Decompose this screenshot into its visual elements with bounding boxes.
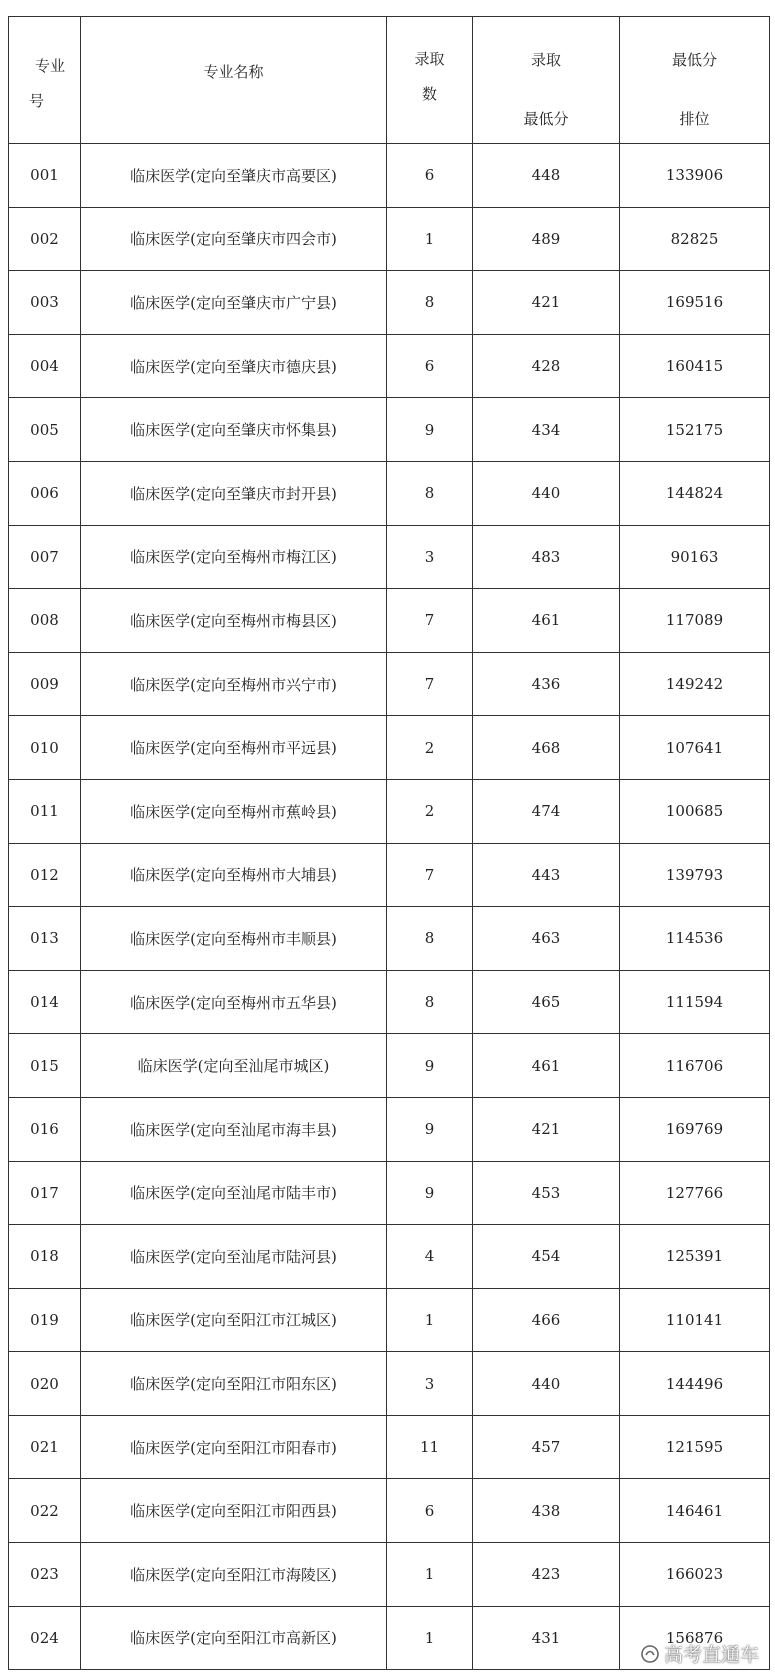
major-no-cell: 004 [9, 334, 81, 398]
header-major-no: 专业 号 [9, 17, 81, 144]
admit-count-cell: 3 [387, 525, 473, 589]
major-no-cell: 011 [9, 779, 81, 843]
min-rank-cell: 144496 [620, 1352, 770, 1416]
major-no-cell: 014 [9, 970, 81, 1034]
major-name-cell: 临床医学(定向至梅州市丰顺县) [81, 907, 387, 971]
admit-count-cell: 1 [387, 1606, 473, 1670]
major-no-cell: 012 [9, 843, 81, 907]
table-row [9, 907, 770, 971]
major-name-cell: 临床医学(定向至阳江市阳西县) [81, 1479, 387, 1543]
min-score-cell: 463 [473, 907, 620, 971]
min-score-cell: 474 [473, 779, 620, 843]
major-name-cell: 临床医学(定向至汕尾市城区) [81, 1034, 387, 1098]
min-rank-cell: 139793 [620, 843, 770, 907]
min-score-cell: 461 [473, 1034, 620, 1098]
min-score-cell: 431 [473, 1606, 620, 1670]
min-score-cell: 453 [473, 1161, 620, 1225]
admit-count-cell: 7 [387, 652, 473, 716]
min-rank-cell: 125391 [620, 1225, 770, 1289]
min-rank-cell: 117089 [620, 589, 770, 653]
table-row [9, 1034, 770, 1098]
major-no-cell: 001 [9, 144, 81, 208]
admit-count-cell: 8 [387, 461, 473, 525]
major-name-cell: 临床医学(定向至梅州市兴宁市) [81, 652, 387, 716]
major-no-cell: 002 [9, 207, 81, 271]
min-score-cell: 438 [473, 1479, 620, 1543]
min-score-cell: 461 [473, 589, 620, 653]
min-rank-cell: 133906 [620, 144, 770, 208]
admit-count-cell: 1 [387, 1288, 473, 1352]
major-no-cell: 016 [9, 1097, 81, 1161]
table-row [9, 1352, 770, 1416]
min-rank-cell: 166023 [620, 1543, 770, 1607]
admit-count-cell: 1 [387, 207, 473, 271]
table-row [9, 779, 770, 843]
min-score-cell: 457 [473, 1415, 620, 1479]
major-name-cell: 临床医学(定向至汕尾市陆河县) [81, 1225, 387, 1289]
admit-count-cell: 8 [387, 907, 473, 971]
min-rank-cell: 160415 [620, 334, 770, 398]
min-rank-cell: 111594 [620, 970, 770, 1034]
admit-count-cell: 4 [387, 1225, 473, 1289]
major-name-cell: 临床医学(定向至肇庆市高要区) [81, 144, 387, 208]
min-rank-cell: 127766 [620, 1161, 770, 1225]
min-score-cell: 483 [473, 525, 620, 589]
admit-count-cell: 9 [387, 1034, 473, 1098]
admit-count-cell: 9 [387, 398, 473, 462]
table-row [9, 1415, 770, 1479]
major-name-cell: 临床医学(定向至梅州市梅县区) [81, 589, 387, 653]
min-score-cell: 448 [473, 144, 620, 208]
admit-count-cell: 2 [387, 716, 473, 780]
major-no-cell: 007 [9, 525, 81, 589]
min-score-cell: 440 [473, 1352, 620, 1416]
admit-count-cell: 9 [387, 1161, 473, 1225]
admit-count-cell: 7 [387, 589, 473, 653]
major-name-cell: 临床医学(定向至梅州市五华县) [81, 970, 387, 1034]
major-no-cell: 024 [9, 1606, 81, 1670]
admit-count-cell: 3 [387, 1352, 473, 1416]
admit-count-cell: 8 [387, 970, 473, 1034]
min-rank-cell: 100685 [620, 779, 770, 843]
min-rank-cell: 144824 [620, 461, 770, 525]
major-no-cell: 021 [9, 1415, 81, 1479]
table-row [9, 398, 770, 462]
min-rank-cell: 152175 [620, 398, 770, 462]
admit-count-cell: 7 [387, 843, 473, 907]
min-score-cell: 465 [473, 970, 620, 1034]
table-row [9, 716, 770, 780]
major-name-cell: 临床医学(定向至汕尾市海丰县) [81, 1097, 387, 1161]
min-rank-cell: 146461 [620, 1479, 770, 1543]
major-no-cell: 018 [9, 1225, 81, 1289]
min-score-cell: 468 [473, 716, 620, 780]
major-no-cell: 022 [9, 1479, 81, 1543]
min-score-cell: 421 [473, 271, 620, 335]
min-score-cell: 443 [473, 843, 620, 907]
min-rank-cell: 121595 [620, 1415, 770, 1479]
major-name-cell: 临床医学(定向至梅州市平远县) [81, 716, 387, 780]
admit-count-cell: 6 [387, 1479, 473, 1543]
major-name-cell: 临床医学(定向至梅州市蕉岭县) [81, 779, 387, 843]
major-no-cell: 013 [9, 907, 81, 971]
major-name-cell: 临床医学(定向至肇庆市德庆县) [81, 334, 387, 398]
major-name-cell: 临床医学(定向至汕尾市陆丰市) [81, 1161, 387, 1225]
min-rank-cell: 107641 [620, 716, 770, 780]
min-score-cell: 489 [473, 207, 620, 271]
header-min-rank: 最低分 排位 [620, 17, 770, 144]
table-row [9, 144, 770, 208]
wechat-official-account-icon [640, 1644, 660, 1664]
major-no-cell: 008 [9, 589, 81, 653]
min-score-cell: 466 [473, 1288, 620, 1352]
admit-count-cell: 1 [387, 1543, 473, 1607]
major-name-cell: 临床医学(定向至阳江市江城区) [81, 1288, 387, 1352]
table-row [9, 1288, 770, 1352]
min-rank-cell: 90163 [620, 525, 770, 589]
admission-table [8, 16, 770, 1670]
major-no-cell: 009 [9, 652, 81, 716]
table-row [9, 970, 770, 1034]
admit-count-cell: 6 [387, 144, 473, 208]
table-row [9, 843, 770, 907]
table-row [9, 525, 770, 589]
header-major-name: 专业名称 [81, 17, 387, 144]
table-row [9, 334, 770, 398]
major-no-cell: 020 [9, 1352, 81, 1416]
major-name-cell: 临床医学(定向至梅州市大埔县) [81, 843, 387, 907]
min-rank-cell: 169769 [620, 1097, 770, 1161]
major-no-cell: 017 [9, 1161, 81, 1225]
major-name-cell: 临床医学(定向至阳江市阳东区) [81, 1352, 387, 1416]
min-rank-cell: 114536 [620, 907, 770, 971]
min-score-cell: 440 [473, 461, 620, 525]
major-no-cell: 015 [9, 1034, 81, 1098]
min-rank-cell: 149242 [620, 652, 770, 716]
table-row [9, 271, 770, 335]
table-row [9, 1479, 770, 1543]
admit-count-cell: 2 [387, 779, 473, 843]
min-score-cell: 454 [473, 1225, 620, 1289]
table-row [9, 1097, 770, 1161]
major-name-cell: 临床医学(定向至肇庆市怀集县) [81, 398, 387, 462]
major-name-cell: 临床医学(定向至阳江市海陵区) [81, 1543, 387, 1607]
table-row [9, 589, 770, 653]
min-rank-cell: 156876 [620, 1606, 770, 1670]
min-score-cell: 428 [473, 334, 620, 398]
watermark: 高考直通车 [640, 1640, 759, 1667]
table-row [9, 1543, 770, 1607]
min-score-cell: 423 [473, 1543, 620, 1607]
table-row [9, 1161, 770, 1225]
header-admit-count: 录取 数 [387, 17, 473, 144]
major-name-cell: 临床医学(定向至肇庆市广宁县) [81, 271, 387, 335]
min-score-cell: 436 [473, 652, 620, 716]
admit-count-cell: 8 [387, 271, 473, 335]
min-rank-cell: 116706 [620, 1034, 770, 1098]
major-no-cell: 006 [9, 461, 81, 525]
table-row [9, 652, 770, 716]
min-score-cell: 434 [473, 398, 620, 462]
major-no-cell: 003 [9, 271, 81, 335]
header-min-score: 录取 最低分 [473, 17, 620, 144]
admit-count-cell: 11 [387, 1415, 473, 1479]
major-name-cell: 临床医学(定向至肇庆市封开县) [81, 461, 387, 525]
major-name-cell: 临床医学(定向至阳江市阳春市) [81, 1415, 387, 1479]
major-name-cell: 临床医学(定向至阳江市高新区) [81, 1606, 387, 1670]
major-name-cell: 临床医学(定向至肇庆市四会市) [81, 207, 387, 271]
major-name-cell: 临床医学(定向至梅州市梅江区) [81, 525, 387, 589]
major-no-cell: 005 [9, 398, 81, 462]
major-no-cell: 023 [9, 1543, 81, 1607]
major-no-cell: 019 [9, 1288, 81, 1352]
admit-count-cell: 9 [387, 1097, 473, 1161]
table-header-row [9, 17, 770, 144]
min-score-cell: 421 [473, 1097, 620, 1161]
major-no-cell: 010 [9, 716, 81, 780]
min-rank-cell: 169516 [620, 271, 770, 335]
min-rank-cell: 82825 [620, 207, 770, 271]
table-row [9, 1225, 770, 1289]
table-row [9, 461, 770, 525]
table-row [9, 207, 770, 271]
min-rank-cell: 110141 [620, 1288, 770, 1352]
admit-count-cell: 6 [387, 334, 473, 398]
